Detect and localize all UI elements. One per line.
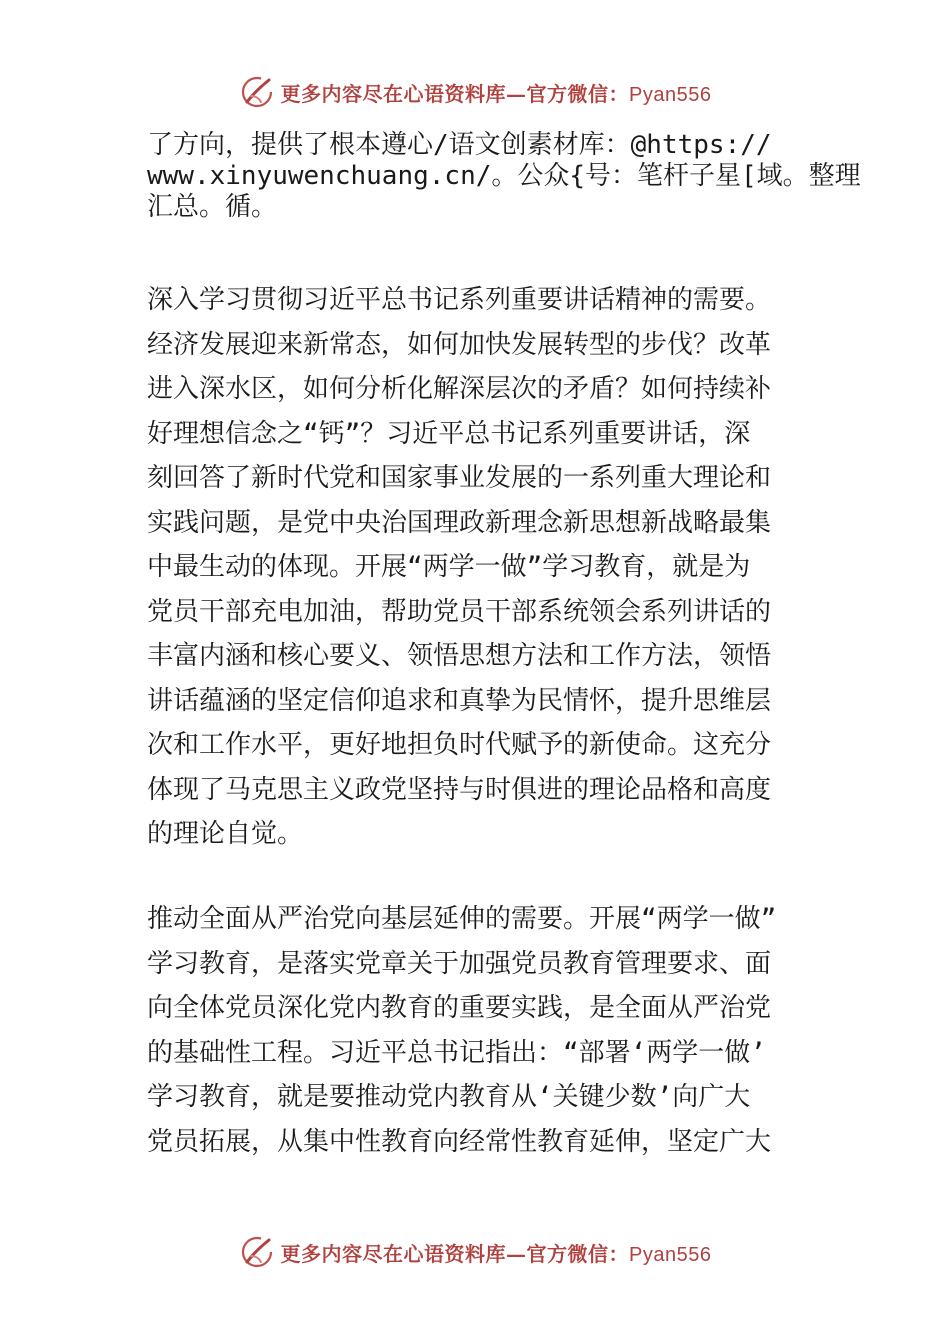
banner-wechat-id: Pyan556 — [629, 83, 712, 106]
banner-text — [281, 1238, 712, 1267]
text-line: 经济发展迎来新常态，如何加快发展转型的步伐？改革 — [147, 329, 772, 360]
text-line: 深入学习贯彻习近平总书记系列重要讲话精神的需要。 — [147, 285, 772, 315]
text-line: 体现了马克思主义政党坚持与时俱进的理论品格和高度 — [147, 774, 772, 805]
banner-text — [281, 78, 712, 107]
banner-slogan: 更多内容尽在心语资料库—官方微信： — [280, 1241, 630, 1266]
text-line: 丰富内涵和核心要义、领悟思想方法和工作方法，领悟 — [147, 641, 772, 671]
text-line: 学习教育，就是要推动党内教育从‘关键少数’向广大 — [147, 1082, 751, 1112]
text-line: 学习教育，是落实党章关于加强党员教育管理要求、面 — [147, 948, 772, 979]
brush-logo-icon — [239, 74, 275, 110]
brush-logo-icon — [239, 1234, 275, 1270]
text-line: 汇总。循。 — [147, 192, 278, 222]
text-line: 刻回答了新时代党和国家事业发展的一系列重大理论和 — [147, 463, 772, 493]
banner-wechat-id: Pyan556 — [629, 1243, 712, 1266]
text-line: 推动全面从严治党向基层延伸的需要。开展“两学一做” — [147, 904, 777, 934]
text-line: 中最生动的体现。开展“两学一做”学习教育，就是为 — [147, 552, 751, 582]
banner-slogan: 更多内容尽在心语资料库—官方微信： — [280, 81, 630, 106]
text-line: 讲话蕴涵的坚定信仰追求和真挚为民情怀，提升思维层 — [147, 685, 772, 716]
text-line: 党员干部充电加油，帮助党员干部系统领会系列讲话的 — [147, 596, 772, 627]
text-line: 次和工作水平，更好地担负时代赋予的新使命。这充分 — [147, 730, 772, 760]
text-line: 实践问题，是党中央治国理政新理念新思想新战略最集 — [147, 507, 772, 538]
footer-banner — [0, 1228, 950, 1276]
text-line: www.xinyuwenchuang.cn/。公众{号：笔杆子星[域。整理 — [147, 161, 861, 191]
text-line: 进入深水区，如何分析化解深层次的矛盾？如何持续补 — [147, 374, 772, 404]
header-banner — [0, 68, 950, 116]
text-line: 党员拓展，从集中性教育向经常性教育延伸，坚定广大 — [147, 1126, 772, 1157]
intro-block — [147, 130, 861, 223]
paragraph-2 — [147, 897, 827, 1164]
text-line: 的基础性工程。习近平总书记指出：“部署‘两学一做’ — [147, 1037, 766, 1068]
paragraph-1 — [147, 278, 827, 857]
text-line: 好理想信念之“钙”？习近平总书记系列重要讲话，深 — [147, 418, 751, 449]
text-line: 向全体党员深化党内教育的重要实践，是全面从严治党 — [147, 993, 772, 1023]
text-line: 了方向，提供了根本遵心/语文创素材库：@https:// — [147, 130, 772, 160]
text-line: 的理论自觉。 — [147, 819, 304, 849]
